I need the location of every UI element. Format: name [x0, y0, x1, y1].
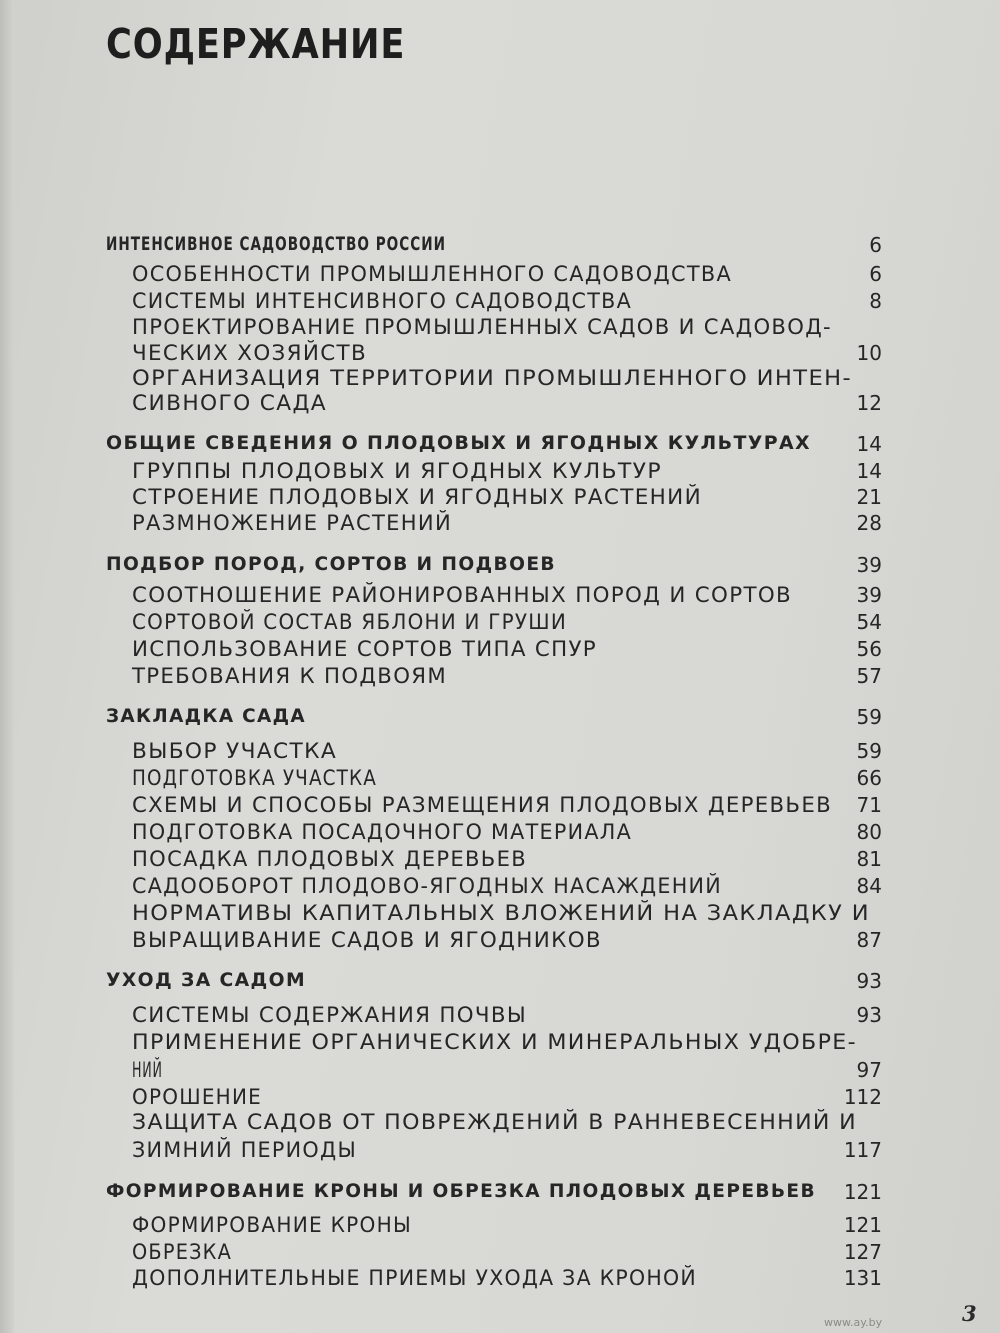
toc-page-number: 28: [856, 511, 882, 535]
toc-entry-title: СОРТОВОЙ СОСТАВ ЯБЛОНИ И ГРУШИ: [132, 610, 567, 634]
toc-page-number: 39: [856, 583, 882, 607]
toc-page-number: 39: [856, 553, 882, 577]
toc-entry-title: СИСТЕМЫ ИНТЕНСИВНОГО САДОВОДСТВА: [132, 289, 632, 313]
toc-page-number: 87: [856, 928, 882, 952]
toc-page-number: 12: [856, 391, 882, 415]
toc-section-title: УХОД ЗА САДОМ: [106, 969, 306, 991]
toc-page-number: 6: [869, 262, 882, 286]
toc-entry-title: ФОРМИРОВАНИЕ КРОНЫ: [132, 1213, 412, 1237]
toc-entry-title: ЗАЩИТА САДОВ ОТ ПОВРЕЖДЕНИЙ В РАННЕВЕСЕННИЙ И: [132, 1110, 857, 1134]
toc-page-number: 54: [856, 610, 882, 634]
toc-entry-title: СИВНОГО САДА: [132, 391, 327, 415]
toc-page-number: 14: [856, 459, 882, 483]
toc-entry-title: ИСПОЛЬЗОВАНИЕ СОРТОВ ТИПА СПУР: [132, 637, 597, 661]
toc-page-number: 8: [869, 289, 882, 313]
toc-page-number: 112: [843, 1085, 882, 1109]
toc-section-title: ПОДБОР ПОРОД, СОРТОВ И ПОДВОЕВ: [106, 553, 556, 575]
page-gutter: [0, 0, 14, 1333]
toc-page-number: 21: [856, 485, 882, 509]
toc-entry-title: ДОПОЛНИТЕЛЬНЫЕ ПРИЕМЫ УХОДА ЗА КРОНОЙ: [132, 1266, 697, 1290]
toc-entry-title: ЧЕСКИХ ХОЗЯЙСТВ: [132, 341, 367, 365]
toc-page-number: 127: [843, 1240, 882, 1264]
toc-page-number: 6: [869, 233, 882, 257]
toc-page-number: 93: [856, 969, 882, 993]
toc-entry-title: ГРУППЫ ПЛОДОВЫХ И ЯГОДНЫХ КУЛЬТУР: [132, 459, 662, 483]
toc-entry-title: СТРОЕНИЕ ПЛОДОВЫХ И ЯГОДНЫХ РАСТЕНИЙ: [132, 485, 702, 509]
toc-page-number: 81: [856, 847, 882, 871]
toc-page-number: 97: [856, 1058, 882, 1082]
page-title: СОДЕРЖАНИЕ: [106, 20, 406, 68]
toc-page-number: 93: [856, 1003, 882, 1027]
toc-entry-title: ЗИМНИЙ ПЕРИОДЫ: [132, 1138, 357, 1162]
toc-entry-title: ОРОШЕНИЕ: [132, 1085, 262, 1109]
toc-section-title: ОБЩИЕ СВЕДЕНИЯ О ПЛОДОВЫХ И ЯГОДНЫХ КУЛЬТУРАХ: [106, 432, 811, 454]
toc-entry-title: САДООБОРОТ ПЛОДОВО-ЯГОДНЫХ НАСАЖДЕНИЙ: [132, 874, 722, 898]
toc-section-title: ИНТЕНСИВНОЕ САДОВОДСТВО РОССИИ: [106, 233, 446, 255]
toc-page-number: 71: [856, 793, 882, 817]
toc-page-number: 56: [856, 637, 882, 661]
toc-page-number: 117: [843, 1138, 882, 1162]
toc-entry-title: ПОСАДКА ПЛОДОВЫХ ДЕРЕВЬЕВ: [132, 847, 527, 871]
toc-page-number: 121: [843, 1213, 882, 1237]
toc-page-number: 59: [856, 739, 882, 763]
toc-entry-title: РАЗМНОЖЕНИЕ РАСТЕНИЙ: [132, 511, 452, 535]
toc-section-title: ФОРМИРОВАНИЕ КРОНЫ И ОБРЕЗКА ПЛОДОВЫХ ДЕРЕВЬЕВ: [106, 1180, 816, 1202]
toc-page-number: 59: [856, 705, 882, 729]
toc-entry-title: ТРЕБОВАНИЯ К ПОДВОЯМ: [132, 664, 447, 688]
toc-entry-title: ВЫРАЩИВАНИЕ САДОВ И ЯГОДНИКОВ: [132, 928, 602, 952]
toc-page-number: 57: [856, 664, 882, 688]
toc-entry-title: НОРМАТИВЫ КАПИТАЛЬНЫХ ВЛОЖЕНИЙ НА ЗАКЛАДКУ И: [132, 901, 870, 925]
page-number: 3: [962, 1301, 977, 1326]
toc-entry-title: ПОДГОТОВКА ПОСАДОЧНОГО МАТЕРИАЛА: [132, 820, 632, 844]
toc-section-title: ЗАКЛАДКА САДА: [106, 705, 306, 727]
toc-page-number: 84: [856, 874, 882, 898]
toc-page-number: 66: [856, 766, 882, 790]
toc-entry-title: ВЫБОР УЧАСТКА: [132, 739, 337, 763]
toc-page-number: 80: [856, 820, 882, 844]
toc-page-number: 131: [843, 1266, 882, 1290]
toc-entry-title: СИСТЕМЫ СОДЕРЖАНИЯ ПОЧВЫ: [132, 1003, 527, 1027]
toc-entry-title: НИЙ: [132, 1058, 163, 1082]
toc-entry-title: ПРОЕКТИРОВАНИЕ ПРОМЫШЛЕННЫХ САДОВ И САДОВОД-: [132, 315, 833, 339]
toc-entry-title: ОБРЕЗКА: [132, 1240, 232, 1264]
toc-page-number: 121: [843, 1180, 882, 1204]
toc-entry-title: СООТНОШЕНИЕ РАЙОНИРОВАННЫХ ПОРОД И СОРТОВ: [132, 583, 792, 607]
toc-entry-title: ПОДГОТОВКА УЧАСТКА: [132, 766, 377, 790]
toc-page-number: 14: [856, 432, 882, 456]
toc-entry-title: СХЕМЫ И СПОСОБЫ РАЗМЕЩЕНИЯ ПЛОДОВЫХ ДЕРЕВЬЕВ: [132, 793, 832, 817]
toc-entry-title: ОСОБЕННОСТИ ПРОМЫШЛЕННОГО САДОВОДСТВА: [132, 262, 732, 286]
toc-page-number: 10: [856, 341, 882, 365]
watermark: www.ay.by: [824, 1316, 883, 1329]
toc-entry-title: ПРИМЕНЕНИЕ ОРГАНИЧЕСКИХ И МИНЕРАЛЬНЫХ УДОБРЕ-: [132, 1030, 857, 1054]
toc-entry-title: ОРГАНИЗАЦИЯ ТЕРРИТОРИИ ПРОМЫШЛЕННОГО ИНТЕН-: [132, 366, 852, 390]
